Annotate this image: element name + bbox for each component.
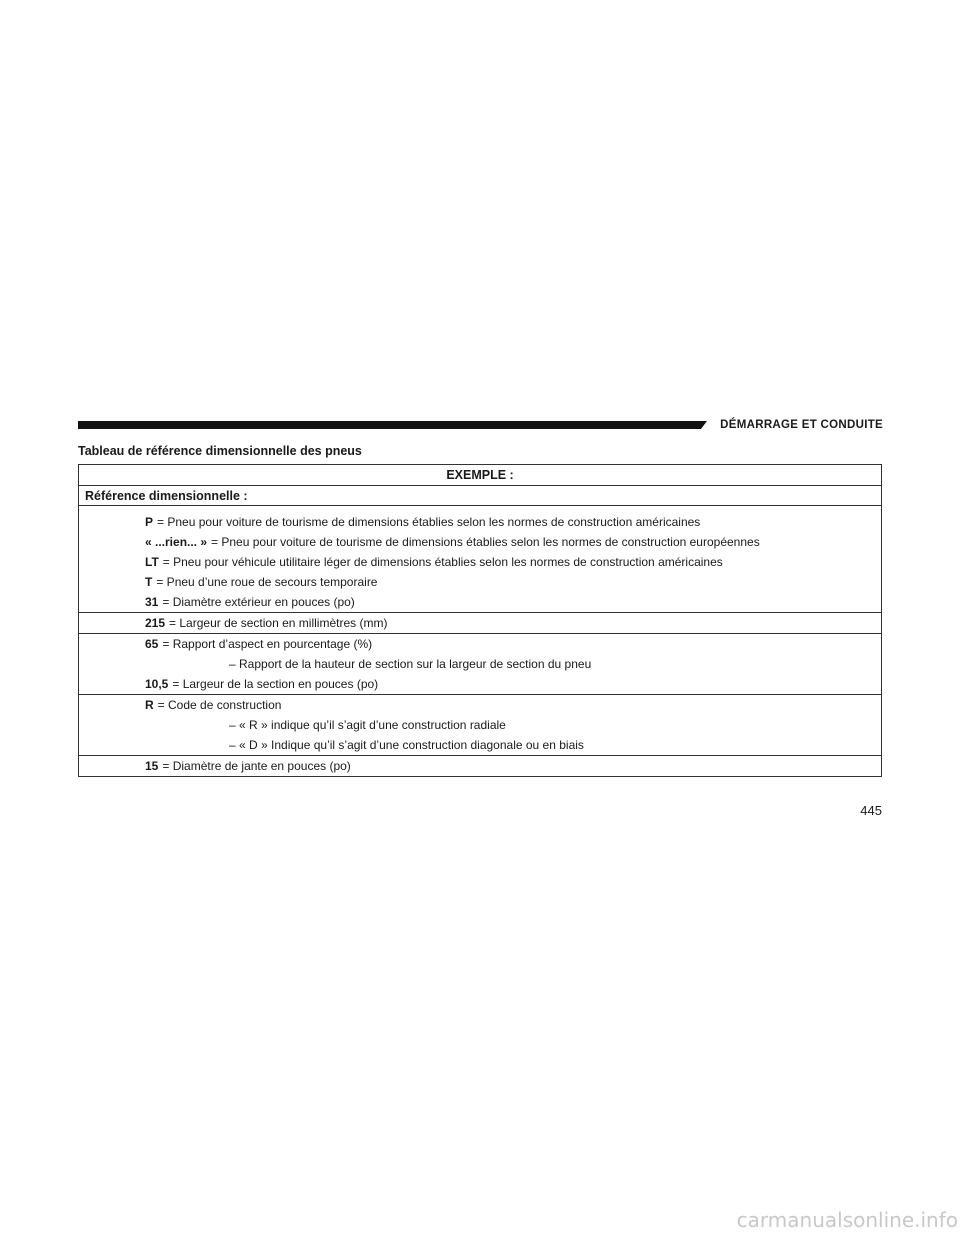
watermark: carmanualsonline.info (736, 1208, 958, 1232)
definition-text: = Pneu pour voiture de tourisme de dimensions établies selon les normes de construction américaines (157, 515, 701, 529)
definition-group-aspect (79, 633, 881, 694)
example-header-row: EXEMPLE : (446, 468, 514, 482)
dimension-reference-heading: Référence dimensionnelle : (79, 485, 881, 505)
header-rule (78, 421, 701, 429)
tire-reference-table (78, 464, 882, 777)
definition-term: 10,5 (145, 677, 169, 691)
definition-line (79, 572, 881, 592)
definition-group-type (79, 505, 881, 612)
definition-group-construction (79, 694, 881, 755)
definition-text: = Largeur de la section en pouces (po) (172, 677, 379, 691)
definition-term: 215 (145, 616, 166, 630)
definition-line (79, 634, 881, 654)
definition-text: = Pneu pour voiture de tourisme de dimensions établies selon les normes de construction européennes (211, 535, 760, 549)
definition-term: LT (145, 555, 159, 569)
definition-text: = Diamètre de jante en pouces (po) (162, 759, 351, 773)
definition-text: = Pneu d’une roue de secours temporaire (156, 575, 378, 589)
definition-term: 31 (145, 595, 159, 609)
definition-term: P (145, 515, 154, 529)
definition-subline: – Rapport de la hauteur de section sur la largeur de section du pneu (229, 657, 592, 671)
definition-group-rim (79, 755, 881, 776)
definition-subline: – « D » Indique qu’il s’agit d’une construction diagonale ou en biais (229, 738, 584, 752)
definition-term: 65 (145, 637, 159, 651)
definition-line (79, 532, 881, 552)
definition-term: R (145, 698, 154, 712)
definition-text: = Largeur de section en millimètres (mm) (169, 616, 388, 630)
definition-line (79, 695, 881, 715)
definition-line (79, 674, 881, 694)
definition-text: = Code de construction (157, 698, 282, 712)
page-number: 445 (860, 803, 882, 818)
definition-term: « ...rien... » (145, 535, 208, 549)
definition-line (79, 512, 881, 532)
definition-term: 15 (145, 759, 159, 773)
section-title: DÉMARRAGE ET CONDUITE (720, 419, 883, 431)
definition-line (79, 552, 881, 572)
definition-subline: – « R » indique qu’il s’agit d’une construction radiale (229, 718, 506, 732)
definition-group-width-mm (79, 612, 881, 633)
definition-text: = Diamètre extérieur en pouces (po) (162, 595, 355, 609)
definition-line (79, 756, 881, 776)
definition-text: = Pneu pour véhicule utilitaire léger de dimensions établies selon les normes de construction américaines (162, 555, 723, 569)
definition-text: = Rapport d’aspect en pourcentage (%) (162, 637, 373, 651)
table-caption: Tableau de référence dimensionnelle des pneus (78, 444, 362, 458)
definition-line (79, 592, 881, 612)
definition-term: T (145, 575, 153, 589)
definition-line (79, 613, 881, 633)
